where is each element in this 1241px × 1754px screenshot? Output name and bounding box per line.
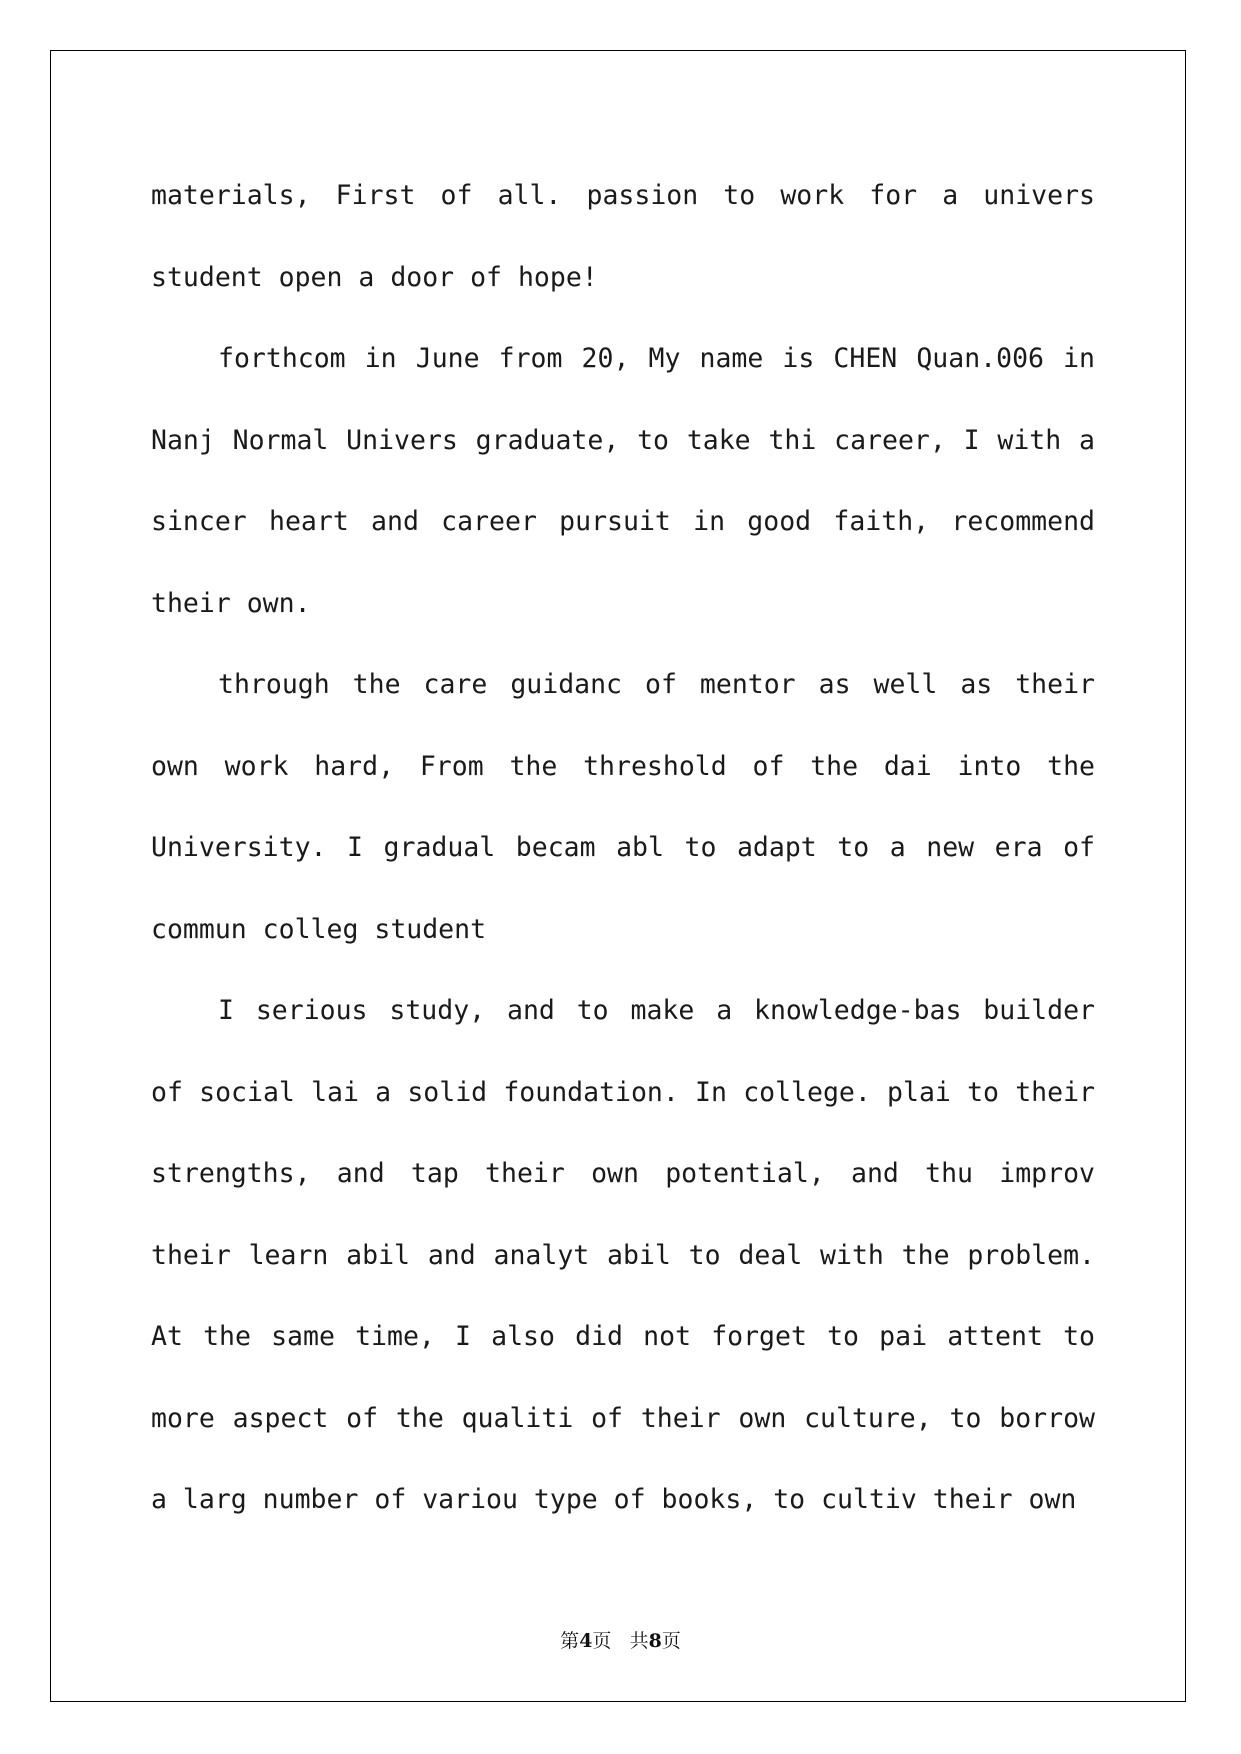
paragraph-1: materials, First of all. passion to work for a univers student open a door of hope!: [151, 180, 1095, 293]
footer-page-unit: 页: [592, 1630, 612, 1652]
current-page-number: 4: [579, 1630, 593, 1652]
paragraph-2: forthcom in June from 20, My name is CHEN Quan.006 in Nanj Normal Univers graduate, to take thi career, I with a sincer heart and career pursuit in good faith, recommend their own.: [151, 343, 1095, 619]
footer-total-prefix: 共: [629, 1630, 649, 1652]
footer-prefix: 第: [560, 1630, 580, 1652]
paragraph-4: I serious study, and to make a knowledge-bas builder of social lai a solid foundation. In college. plai to their strengths, and tap their own potential, and thu improv their learn abil and analyt abil to deal with the problem. At the same time, I also did not forget to pai attent to more aspect of the qualiti of their own culture, to borrow a larg number of variou type of books, to cultiv their own: [151, 995, 1095, 1515]
document-body: [151, 155, 1095, 1541]
page-footer: [0, 1626, 1241, 1653]
paragraph-3: through the care guidanc of mentor as well as their own work hard, From the threshold of the dai into the University. I gradual becam abl to adapt to a new era of commun colleg student: [151, 669, 1095, 945]
total-page-number: 8: [648, 1630, 662, 1652]
footer-total-unit: 页: [661, 1630, 681, 1652]
